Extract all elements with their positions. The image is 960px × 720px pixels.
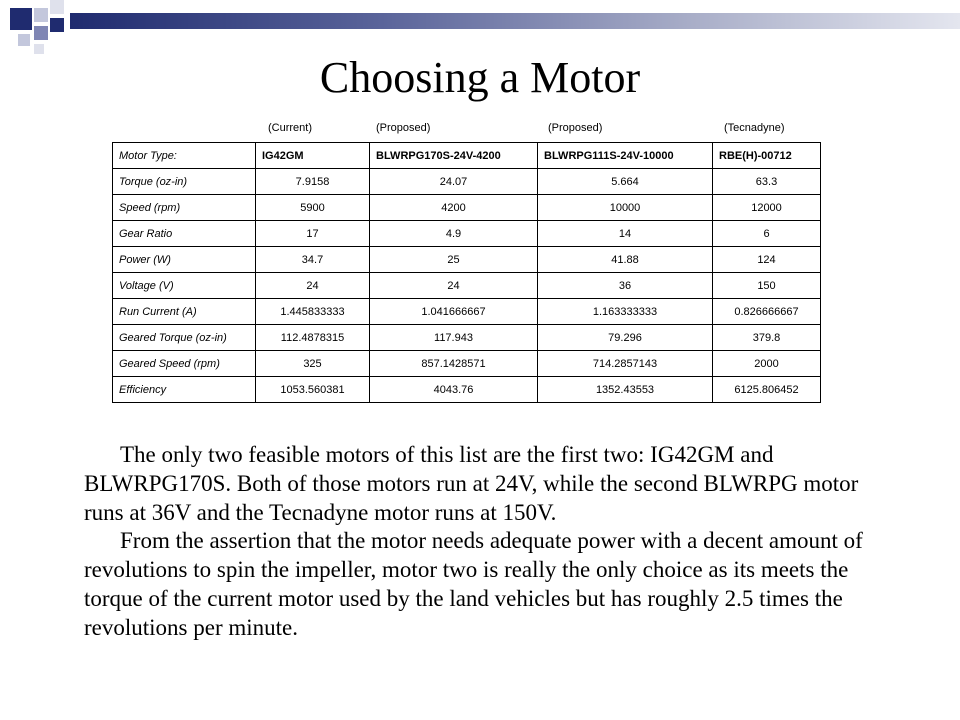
row-label: Gear Ratio [113, 221, 256, 247]
table-cell: 1352.43553 [538, 377, 713, 403]
table-cell: BLWRPG170S-24V-4200 [370, 143, 538, 169]
table-cell: 6125.806452 [713, 377, 821, 403]
table-cell: 24 [370, 273, 538, 299]
table-cell: 5900 [256, 195, 370, 221]
deco-square [50, 18, 64, 32]
row-label: Efficiency [113, 377, 256, 403]
table-cell: 150 [713, 273, 821, 299]
table-cell: 36 [538, 273, 713, 299]
table-cell: 25 [370, 247, 538, 273]
deco-square [34, 8, 48, 22]
row-label: Motor Type: [113, 143, 256, 169]
row-label: Speed (rpm) [113, 195, 256, 221]
column-notes [0, 122, 960, 138]
deco-square [50, 0, 64, 14]
table-cell: RBE(H)-00712 [713, 143, 821, 169]
table-cell: 0.826666667 [713, 299, 821, 325]
row-label: Power (W) [113, 247, 256, 273]
deco-square [18, 34, 30, 46]
table-cell: 857.1428571 [370, 351, 538, 377]
header-decoration [0, 0, 960, 60]
table-row [113, 195, 821, 221]
table-row [113, 377, 821, 403]
table-cell: 79.296 [538, 325, 713, 351]
table-cell: 7.9158 [256, 169, 370, 195]
deco-square [10, 8, 32, 30]
table-cell: 24 [256, 273, 370, 299]
row-label: Torque (oz-in) [113, 169, 256, 195]
table-cell: 4200 [370, 195, 538, 221]
table-cell: 325 [256, 351, 370, 377]
row-label: Voltage (V) [113, 273, 256, 299]
table-cell: 24.07 [370, 169, 538, 195]
table-cell: 63.3 [713, 169, 821, 195]
row-label: Run Current (A) [113, 299, 256, 325]
table-row [113, 143, 821, 169]
table-cell: 5.664 [538, 169, 713, 195]
title-gradient-bar [70, 13, 960, 29]
table-cell: 17 [256, 221, 370, 247]
row-label: Geared Torque (oz-in) [113, 325, 256, 351]
table-cell: IG42GM [256, 143, 370, 169]
column-note-current: (Current) [268, 122, 313, 134]
table-cell: 1.445833333 [256, 299, 370, 325]
table-cell: 6 [713, 221, 821, 247]
column-note-proposed-2: (Proposed) [548, 122, 603, 134]
table-row [113, 273, 821, 299]
table-cell: 4043.76 [370, 377, 538, 403]
table-row [113, 299, 821, 325]
paragraph-feasible-motors: The only two feasible motors of this list are the first two: IG42GM and BLWRPG170S. Both of those motors run at 24V, while the second BLWRPG motor runs at 36V and the Tecnadyne motor runs at 150V. [84, 442, 859, 525]
deco-square [34, 26, 48, 40]
table-cell: 34.7 [256, 247, 370, 273]
page-title: Choosing a Motor [319, 53, 641, 102]
table-cell: 10000 [538, 195, 713, 221]
table-row [113, 221, 821, 247]
table-row [113, 325, 821, 351]
table-cell: 1053.560381 [256, 377, 370, 403]
column-note-tecnadyne: (Tecnadyne) [724, 122, 785, 134]
table-row [113, 351, 821, 377]
paragraph-motor-choice: From the assertion that the motor needs adequate power with a decent amount of revolutions to spin the impeller, motor two is really the only choice as its meets the torque of the current motor used by the land vehicles but has roughly 2.5 times the revolutions per minute. [84, 528, 863, 640]
table-cell: 124 [713, 247, 821, 273]
table-row [113, 169, 821, 195]
table-cell: 4.9 [370, 221, 538, 247]
table-cell: BLWRPG111S-24V-10000 [538, 143, 713, 169]
table-cell: 12000 [713, 195, 821, 221]
table-cell: 41.88 [538, 247, 713, 273]
table-row [113, 247, 821, 273]
table-cell: 112.4878315 [256, 325, 370, 351]
table-cell: 379.8 [713, 325, 821, 351]
row-label: Geared Speed (rpm) [113, 351, 256, 377]
motor-comparison-table [112, 142, 821, 403]
table-cell: 14 [538, 221, 713, 247]
table-cell: 714.2857143 [538, 351, 713, 377]
table-cell: 117.943 [370, 325, 538, 351]
column-note-proposed-1: (Proposed) [376, 122, 431, 134]
table-cell: 1.163333333 [538, 299, 713, 325]
table-cell: 2000 [713, 351, 821, 377]
table-cell: 1.041666667 [370, 299, 538, 325]
